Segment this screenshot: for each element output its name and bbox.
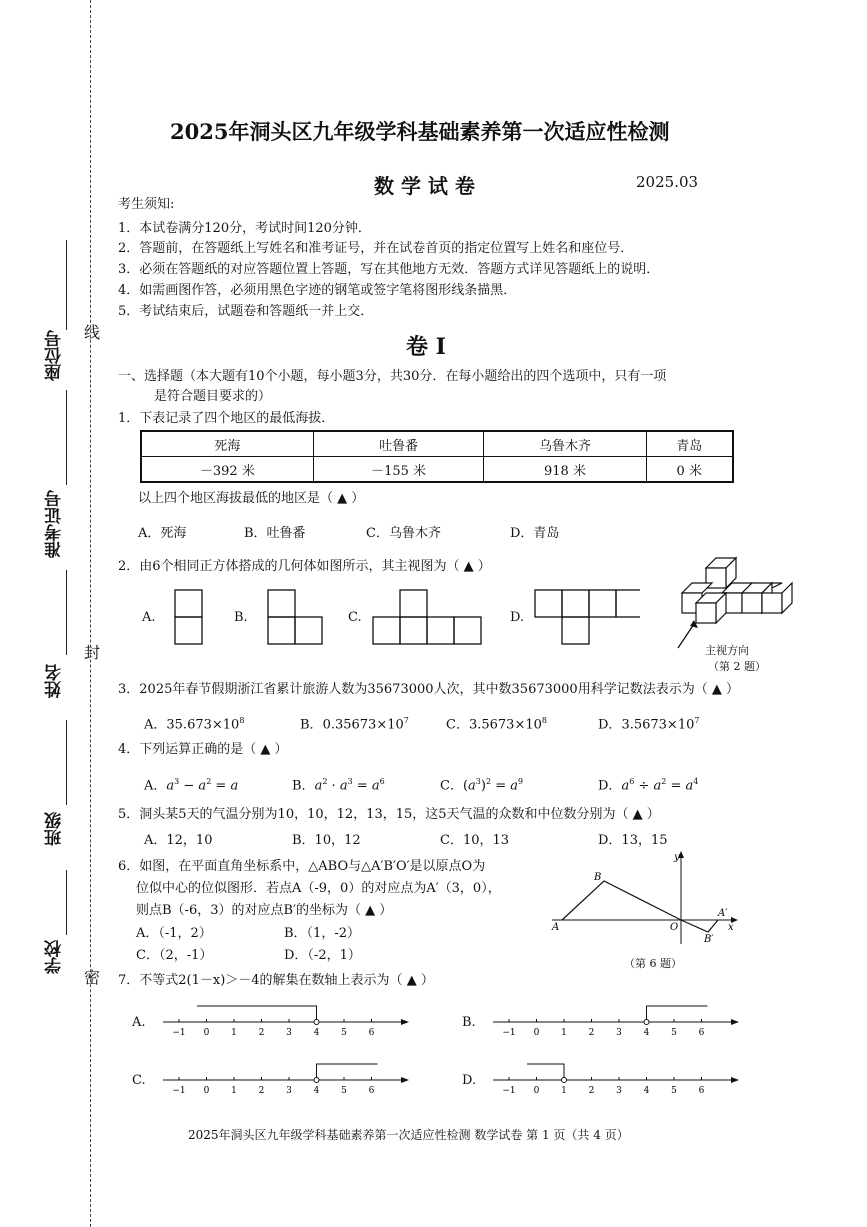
q1-option-b: B．吐鲁番 <box>244 526 306 541</box>
q3-option-c <box>446 717 547 731</box>
q6-coordinate-figure <box>548 848 748 948</box>
point-a-prime-label: A′ <box>718 908 728 919</box>
q4-option-d: D．$a^6 \div a^2 = a^4$ <box>598 777 699 794</box>
name-label: 姓名 <box>45 664 65 698</box>
tick-label: 0 <box>533 1086 540 1096</box>
q4-option-a: A．$a^3 - a^2 = a$ <box>144 777 239 794</box>
class-label: 班级 <box>45 812 65 846</box>
tick-label: 6 <box>368 1086 375 1096</box>
option-base: 3.5673×10 <box>468 717 542 733</box>
q6-option-c: C．（2，-1） <box>136 948 213 963</box>
tick-label: 3 <box>616 1028 622 1038</box>
tick-label: 4 <box>313 1028 320 1038</box>
binding-dashed-line <box>90 0 91 1227</box>
exam-title: 2025年洞头区九年级学科基础素养第一次适应性检测 <box>170 119 670 144</box>
q3-option-d <box>598 717 699 731</box>
tick-label: 4 <box>643 1028 650 1038</box>
q6-option-d: D．（-2，1） <box>284 948 361 963</box>
tick-label: 0 <box>203 1028 210 1038</box>
exam-id-line <box>66 390 67 485</box>
q1-option-d: D．青岛 <box>510 526 560 541</box>
table-cell: －392 米 <box>141 457 313 483</box>
q2-solid-figure <box>668 556 793 656</box>
q5-option-b: B．10，12 <box>292 833 361 848</box>
tick-label: 3 <box>286 1028 292 1038</box>
table-cell: 青岛 <box>646 431 733 457</box>
q7-label-c: C. <box>132 1073 146 1088</box>
q6-option-b: B．（1，-2） <box>284 926 360 941</box>
option-label: A． <box>144 717 167 733</box>
table-cell: 吐鲁番 <box>313 431 484 457</box>
seal-line-char: 线 <box>84 323 101 342</box>
section-heading-cont: 是符合题目要求的） <box>154 389 272 404</box>
axis-arrow <box>731 1019 739 1025</box>
option-label: D． <box>598 778 622 794</box>
exam-date: 2025.03 <box>636 173 699 191</box>
endpoint-circle <box>562 1078 567 1083</box>
school-label: 学校 <box>45 940 65 974</box>
q4-option-b: B．$a^2 \cdot a^3 = a^6$ <box>292 777 385 794</box>
notice-item: 4．如需画图作答，必须用黑色字迹的钢笔或签字笔将图形线条描黑． <box>118 283 517 298</box>
option-base: 35.673×10 <box>166 717 240 733</box>
name-line <box>66 570 67 655</box>
tick-label: 0 <box>533 1028 540 1038</box>
tick-label: 6 <box>698 1086 705 1096</box>
q1-option-a: A．死海 <box>138 526 187 541</box>
solution-ray <box>197 1006 317 1022</box>
option-label: A． <box>144 778 167 794</box>
section-heading: 一、选择题（本大题有10个小题，每小题3分，共30分．在每小题给出的四个选项中，只有一项 <box>118 369 667 384</box>
tick-label: 6 <box>368 1028 375 1038</box>
endpoint-circle <box>314 1078 319 1083</box>
axis-arrow <box>731 1077 739 1083</box>
tick-label: 2 <box>258 1028 265 1038</box>
tick-label: 2 <box>258 1086 265 1096</box>
option-base: 3.5673×10 <box>621 717 695 733</box>
q6-line2: 位似中心的位似图形．若点A（-9，0）的对应点为A′（3，0）， <box>136 881 501 896</box>
notice-item: 5．考试结束后，试题卷和答题纸一并上交． <box>118 304 374 319</box>
tick-label: 3 <box>286 1086 292 1096</box>
q3-option-a <box>144 717 244 731</box>
q7-stem: 7．不等式2(1－x)＞－4的解集在数轴上表示为（ ▲ ） <box>118 973 434 988</box>
point-a-label: A <box>552 922 560 933</box>
endpoint-circle <box>314 1020 319 1025</box>
q7-label-b: B. <box>462 1015 476 1030</box>
q2-label-a: A. <box>142 610 156 625</box>
tick-label: −1 <box>172 1086 186 1096</box>
tick-label: 5 <box>671 1028 677 1038</box>
q6-line1: 6．如图，在平面直角坐标系中，△ABO与△A′B′O′是以原点O为 <box>118 859 486 874</box>
tick-label: 4 <box>643 1086 650 1096</box>
q2-caption-direction: 主视方向 <box>705 644 749 657</box>
tick-label: 5 <box>341 1028 347 1038</box>
table-cell: 918 米 <box>484 457 646 483</box>
binding-margin <box>44 0 84 1227</box>
notice-heading: 考生须知: <box>118 197 175 212</box>
q5-option-d: D．13，15 <box>598 833 668 848</box>
q1-ask: 以上四个地区海拔最低的地区是（ ▲ ） <box>138 491 365 506</box>
notice-item: 3．必须在答题纸的对应答题位置上答题，写在其他地方无效．答题方式详见答题纸上的说明． <box>118 262 660 277</box>
option-label: D． <box>598 717 622 733</box>
q1-option-c: C．乌鲁木齐 <box>366 526 441 541</box>
notice-item: 2．答题前，在答题纸上写姓名和准考证号，并在试卷首页的指定位置写上姓名和座位号． <box>118 241 634 256</box>
seal-secret-char: 密 <box>84 968 101 987</box>
tick-label: −1 <box>502 1028 516 1038</box>
q5-option-a: A．12，10 <box>144 833 213 848</box>
tick-label: −1 <box>502 1086 516 1096</box>
tick-label: 1 <box>231 1086 237 1096</box>
number-line <box>493 1006 739 1038</box>
q5-stem: 5．洞头某5天的气温分别为10，10，12，13，15，这5天气温的众数和中位数分别为（ ▲ ） <box>118 807 660 822</box>
option-label: C． <box>446 717 469 733</box>
tick-label: 2 <box>588 1086 595 1096</box>
number-line <box>493 1064 739 1096</box>
notice-item: 1．本试卷满分120分，考试时间120分钟． <box>118 221 371 236</box>
axis-arrow <box>401 1019 409 1025</box>
solution-ray <box>647 1006 708 1022</box>
option-exp: 7 <box>403 716 409 725</box>
exam-subtitle: 数 学 试 卷 <box>374 174 475 198</box>
option-exp: 7 <box>694 716 700 725</box>
tick-label: 6 <box>698 1028 705 1038</box>
q4-option-c: C．$(a^3)^2 = a^9$ <box>440 777 524 794</box>
q2-option-views <box>170 585 640 645</box>
tick-label: 1 <box>231 1028 237 1038</box>
tick-label: 1 <box>561 1086 567 1096</box>
option-label: B． <box>292 778 315 794</box>
exam-id-label: 准考证号 <box>45 490 65 558</box>
q2-stem: 2．由6个相同正方体搭成的几何体如图所示，其主视图为（ ▲ ） <box>118 559 491 574</box>
table-cell: 死海 <box>141 431 313 457</box>
q2-label-d: D. <box>510 610 525 625</box>
q4-stem: 4．下列运算正确的是（ ▲ ） <box>118 742 288 757</box>
option-exp: 8 <box>541 716 547 725</box>
q1-table <box>140 430 734 483</box>
q5-option-c: C．10，13 <box>440 833 510 848</box>
number-line <box>163 1064 409 1096</box>
q6-caption: （第 6 题） <box>624 957 682 970</box>
solution-ray <box>317 1064 378 1080</box>
table-cell: －155 米 <box>313 457 484 483</box>
tick-label: 1 <box>561 1028 567 1038</box>
school-line <box>66 870 67 935</box>
tick-label: 2 <box>588 1028 595 1038</box>
page-footer: 2025年洞头区九年级学科基础素养第一次适应性检测 数学试卷 第 1 页（共 4 页） <box>188 1128 629 1142</box>
point-b-prime-label: B′ <box>704 934 714 945</box>
origin-label: O <box>670 922 679 933</box>
table-cell: 0 米 <box>646 457 733 483</box>
section-title: 卷 Ⅰ <box>406 334 446 360</box>
number-line <box>163 1006 409 1038</box>
tick-label: 3 <box>616 1086 622 1096</box>
q2-caption: （第 2 题） <box>708 660 766 673</box>
q6-option-a: A．（-1，2） <box>136 926 212 941</box>
seal-seal-char: 封 <box>84 643 101 662</box>
seat-number-line <box>66 240 67 330</box>
tick-label: −1 <box>172 1028 186 1038</box>
q7-label-a: A. <box>132 1015 146 1030</box>
q6-line3: 则点B（-6，3）的对应点B′的坐标为（ ▲ ） <box>136 903 393 918</box>
tick-label: 0 <box>203 1086 210 1096</box>
tick-label: 5 <box>341 1086 347 1096</box>
endpoint-circle <box>644 1020 649 1025</box>
q1-stem: 1．下表记录了四个地区的最低海拔． <box>118 411 335 426</box>
option-base: 0.35673×10 <box>322 717 404 733</box>
table-cell: 乌鲁木齐 <box>484 431 646 457</box>
solution-ray <box>527 1064 564 1080</box>
seat-number-label: 座位号 <box>45 330 65 381</box>
point-b-label: B <box>594 872 602 883</box>
q2-label-b: B. <box>234 610 248 625</box>
q7-label-d: D. <box>462 1073 477 1088</box>
option-label: B． <box>300 717 323 733</box>
q3-stem: 3．2025年春节假期浙江省累计旅游人数为35673000人次，其中数35673000用科学记数法表示为（ ▲ ） <box>118 682 739 697</box>
q2-label-c: C. <box>348 610 362 625</box>
x-axis-label: x <box>728 922 734 933</box>
option-label: C． <box>440 778 463 794</box>
tick-label: 5 <box>671 1086 677 1096</box>
table-row <box>141 431 733 457</box>
class-line <box>66 720 67 805</box>
q3-option-b <box>300 717 409 731</box>
table-row <box>141 457 733 483</box>
option-exp: 8 <box>239 716 245 725</box>
q7-number-lines <box>155 996 745 1096</box>
tick-label: 4 <box>313 1086 320 1096</box>
axis-arrow <box>401 1077 409 1083</box>
y-axis-label: y <box>674 852 680 863</box>
